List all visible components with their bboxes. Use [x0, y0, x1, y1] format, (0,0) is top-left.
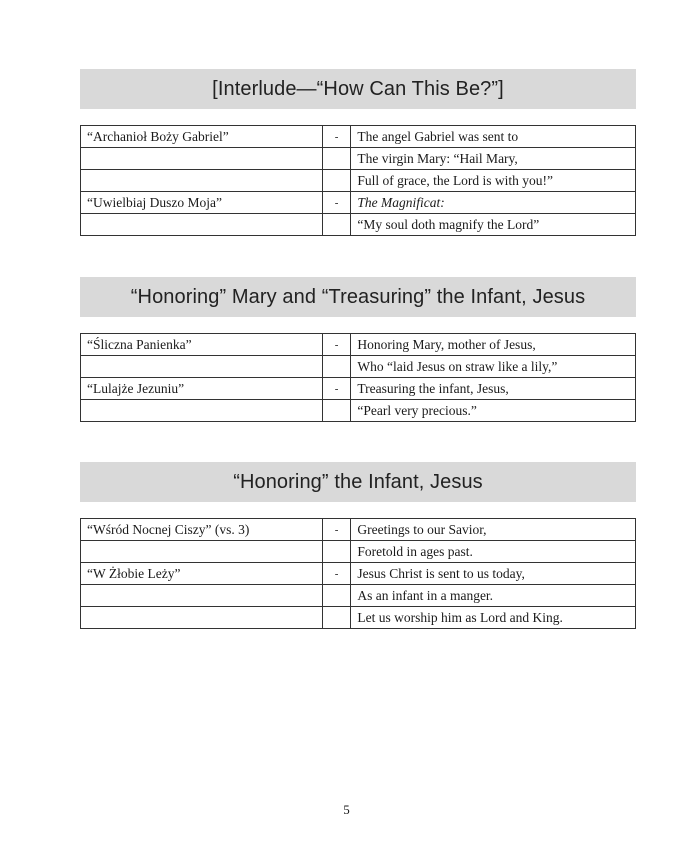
song-title-cell: [81, 585, 323, 607]
dash-cell: [322, 541, 351, 563]
table-row: [81, 148, 636, 170]
song-title-cell: [81, 541, 323, 563]
lyric-cell: “My soul doth magnify the Lord”: [351, 214, 636, 236]
song-title-cell: “W Żłobie Leży”: [81, 563, 323, 585]
section-interlude: [80, 69, 636, 236]
lyric-cell: Full of grace, the Lord is with you!”: [351, 170, 636, 192]
section-honoring-infant: [80, 462, 636, 629]
lyric-cell: The virgin Mary: “Hail Mary,: [351, 148, 636, 170]
dash-cell: -: [322, 378, 351, 400]
table-row: [81, 192, 636, 214]
lyric-cell: Jesus Christ is sent to us today,: [351, 563, 636, 585]
song-title-cell: [81, 148, 323, 170]
lyric-cell: Who “laid Jesus on straw like a lily,”: [351, 356, 636, 378]
section-heading: “Honoring” the Infant, Jesus: [80, 462, 636, 502]
table-row: [81, 585, 636, 607]
song-title-cell: “Wśród Nocnej Ciszy” (vs. 3): [81, 519, 323, 541]
lyric-cell: Greetings to our Savior,: [351, 519, 636, 541]
lyric-cell: As an infant in a manger.: [351, 585, 636, 607]
dash-cell: [322, 585, 351, 607]
lyric-cell: The Magnificat:: [351, 192, 636, 214]
lyric-cell: The angel Gabriel was sent to: [351, 126, 636, 148]
song-title-cell: [81, 214, 323, 236]
song-title-cell: [81, 400, 323, 422]
song-title-cell: “Śliczna Panienka”: [81, 334, 323, 356]
song-table: [80, 518, 636, 629]
song-title-cell: [81, 170, 323, 192]
song-title-cell: “Uwielbiaj Duszo Moja”: [81, 192, 323, 214]
song-table: [80, 125, 636, 236]
table-row: [81, 214, 636, 236]
table-row: [81, 378, 636, 400]
lyric-cell: Foretold in ages past.: [351, 541, 636, 563]
section-heading: [Interlude—“How Can This Be?”]: [80, 69, 636, 109]
dash-cell: -: [322, 334, 351, 356]
dash-cell: [322, 607, 351, 629]
song-title-cell: [81, 607, 323, 629]
dash-cell: [322, 400, 351, 422]
dash-cell: [322, 214, 351, 236]
table-row: [81, 563, 636, 585]
lyric-cell: Treasuring the infant, Jesus,: [351, 378, 636, 400]
section-heading: “Honoring” Mary and “Treasuring” the Infant, Jesus: [80, 277, 636, 317]
lyric-cell: Let us worship him as Lord and King.: [351, 607, 636, 629]
song-title-cell: [81, 356, 323, 378]
table-row: [81, 519, 636, 541]
dash-cell: [322, 356, 351, 378]
table-row: [81, 541, 636, 563]
song-title-cell: “Lulajże Jezuniu”: [81, 378, 323, 400]
table-row: [81, 126, 636, 148]
section-honoring-mary: [80, 277, 636, 422]
dash-cell: [322, 170, 351, 192]
table-row: [81, 356, 636, 378]
dash-cell: -: [322, 192, 351, 214]
dash-cell: -: [322, 563, 351, 585]
song-title-cell: “Archanioł Boży Gabriel”: [81, 126, 323, 148]
table-row: [81, 334, 636, 356]
lyric-cell: Honoring Mary, mother of Jesus,: [351, 334, 636, 356]
dash-cell: [322, 148, 351, 170]
page-number: 5: [343, 802, 350, 817]
table-row: [81, 607, 636, 629]
song-table: [80, 333, 636, 422]
table-row: [81, 170, 636, 192]
dash-cell: -: [322, 519, 351, 541]
dash-cell: -: [322, 126, 351, 148]
table-row: [81, 400, 636, 422]
lyric-cell: “Pearl very precious.”: [351, 400, 636, 422]
